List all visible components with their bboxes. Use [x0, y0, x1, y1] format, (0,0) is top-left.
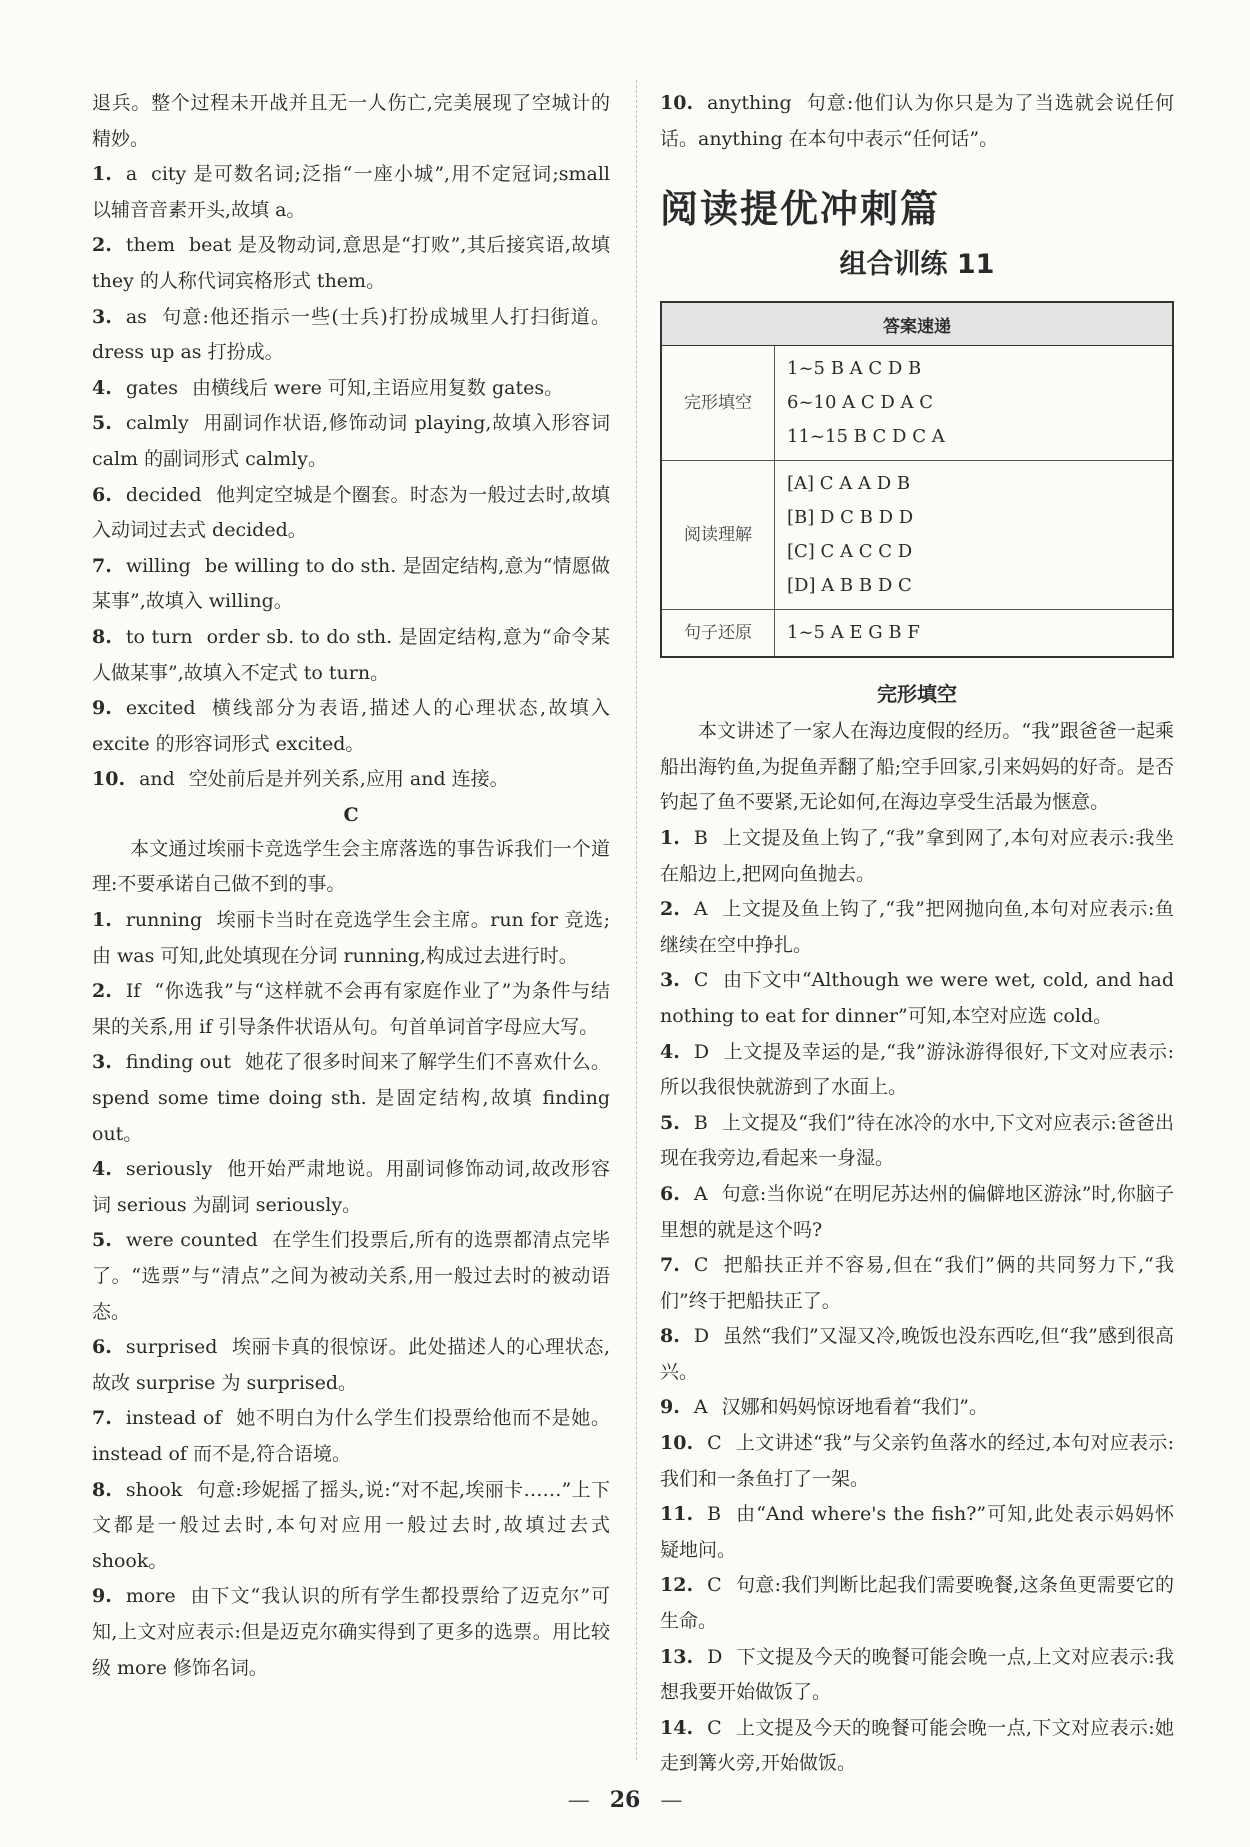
unit-title: 组合训练 11 — [839, 249, 995, 281]
answer-item — [92, 300, 610, 371]
item-explanation: 上文提及鱼上钩了,“我”把网抛向鱼,本句对应表示:鱼继续在空中挣扎。 — [660, 898, 1174, 956]
answer-table-row — [661, 610, 1173, 658]
answer-item — [660, 821, 1174, 892]
item-explanation: 汉娜和妈妈惊讶地看着“我们”。 — [721, 1396, 989, 1419]
item-explanation: 空处前后是并列关系,应用 and 连接。 — [188, 768, 509, 791]
item-answer: seriously — [125, 1158, 213, 1181]
item-explanation: 句意:当你说“在明尼苏达州的偏僻地区游泳”时,你脑子里想的就是这个吗? — [660, 1182, 1174, 1241]
item-number: 3. — [92, 1051, 112, 1074]
item-answer: excited — [125, 697, 196, 720]
item-number: 9. — [92, 1585, 112, 1608]
item-answer: a — [125, 163, 138, 186]
item-answer: decided — [125, 483, 202, 506]
item-answer: C — [693, 969, 709, 992]
item-answer: as — [125, 305, 147, 328]
item-answer: willing — [125, 554, 191, 577]
item-number: 5. — [660, 1111, 680, 1134]
item-number: 9. — [660, 1396, 680, 1419]
item-explanation: 上文提及今天的晚餐可能会晚一点,下文对应表示:她走到篝火旁,开始做饭。 — [660, 1716, 1174, 1775]
answer-group: 1~5 A E G B F — [787, 622, 920, 644]
answer-item — [92, 1152, 610, 1223]
item-number: 12. — [660, 1574, 694, 1597]
part-title: 阅读提优冲刺篇 — [660, 187, 941, 232]
item-answer: anything — [707, 92, 792, 114]
item-explanation: 在学生们投票后,所有的选票都清点完毕了。“选票”与“清点”之间为被动关系,用一般过去时的被动语态。 — [92, 1229, 610, 1323]
answer-item — [92, 406, 610, 477]
answer-item — [92, 1330, 610, 1401]
item-number: 11. — [660, 1503, 694, 1526]
item-answer: gates — [125, 376, 178, 399]
answer-table-header: 答案速递 — [661, 302, 1173, 346]
item-answer: surprised — [125, 1336, 218, 1359]
answer-group: [B] D C B D D — [787, 507, 914, 529]
answer-item — [660, 1568, 1174, 1639]
item-explanation: 上文提及“我们”待在冰冷的水中,下文对应表示:爸爸出现在我旁边,看起来一身湿。 — [660, 1111, 1174, 1170]
item-explanation: 由“And where's the fish?”可知,此处表示妈妈怀疑地问。 — [660, 1503, 1174, 1561]
item-answer: instead of — [125, 1407, 222, 1430]
answer-group: 1~5 B A C D B — [787, 358, 922, 380]
item-explanation: 句意:他还指示一些(士兵)打扮成城里人打扫街道。dress up as 打扮成。 — [92, 305, 610, 364]
answer-table-values — [775, 346, 1174, 461]
answer-table-values — [775, 610, 1174, 658]
item-number: 6. — [660, 1182, 680, 1205]
item-answer: C — [707, 1432, 722, 1455]
answer-group: [C] C A C C D — [787, 541, 913, 563]
item-number: 8. — [92, 1478, 112, 1501]
answer-item — [92, 1473, 610, 1580]
item-number: 2. — [92, 980, 112, 1003]
item-number: 2. — [92, 234, 112, 257]
item-explanation: 她不明白为什么学生们投票给他而不是她。instead of 而不是,符合语境。 — [92, 1407, 610, 1465]
item-answer: B — [693, 826, 708, 849]
item-explanation: 由下文中“Although we were wet, cold, and had nothing to eat for dinner”可知,本空对应选 cold。 — [660, 969, 1174, 1027]
answer-item — [660, 1640, 1174, 1711]
item-answer: B — [707, 1503, 722, 1526]
left-column — [92, 86, 610, 1686]
answer-item — [92, 620, 610, 691]
column-divider — [636, 80, 637, 1760]
item-explanation: beat 是及物动词,意思是“打败”,其后接宾语,故填 they 的人称代词宾格形式 them。 — [92, 234, 610, 292]
answer-item — [92, 1401, 610, 1472]
answer-group: 6~10 A C D A C — [787, 392, 934, 414]
answer-item — [660, 1106, 1174, 1177]
item-explanation: 他判定空城是个圈套。时态为一般过去时,故填入动词过去式 decided。 — [92, 483, 610, 542]
item-explanation: 上文讲述“我”与父亲钓鱼落水的经过,本句对应表示:我们和一条鱼打了一架。 — [660, 1432, 1174, 1490]
answer-item — [660, 1390, 1174, 1426]
item-explanation: be willing to do sth. 是固定结构,意为“情愿做某事”,故填入 willing。 — [92, 554, 610, 613]
item-explanation: 埃丽卡当时在竞选学生会主席。run for 竞选;由 was 可知,此处填现在分词 running,构成过去进行时。 — [92, 909, 610, 967]
answer-table-label: 阅读理解 — [661, 461, 775, 610]
item-number: 4. — [92, 376, 112, 399]
item-number: 1. — [92, 909, 112, 932]
section-b-answers — [92, 157, 610, 798]
right-column — [660, 86, 1174, 1782]
item-number: 8. — [660, 1325, 680, 1348]
item-number: 6. — [92, 483, 112, 506]
item-number: 1. — [92, 163, 112, 186]
item-explanation: 虽然“我们”又湿又冷,晚饭也没东西吃,但“我”感到很高兴。 — [660, 1325, 1174, 1383]
item-answer: If — [125, 980, 141, 1003]
item-answer: B — [693, 1111, 708, 1134]
item-explanation: 上文提及鱼上钩了,“我”拿到网了,本句对应表示:我坐在船边上,把网向鱼抛去。 — [660, 826, 1174, 885]
answer-item — [92, 1579, 610, 1686]
answer-table — [660, 301, 1174, 658]
item-number: 8. — [92, 625, 112, 648]
item-explanation: “你选我”与“这样就不会再有家庭作业了”为条件与结果的关系,用 if 引导条件状语从句。句首单词首字母应大写。 — [92, 980, 610, 1038]
item-explanation: 她花了很多时间来了解学生们不喜欢什么。spend some time doing sth. 是固定结构,故填 finding out。 — [92, 1051, 610, 1145]
answer-item — [92, 549, 610, 620]
item-number: 7. — [92, 1407, 112, 1430]
item-number: 10. — [660, 92, 694, 114]
answer-group: 11~15 B C D C A — [787, 426, 945, 448]
item-explanation: 句意:珍妮摇了摇头,说:“对不起,埃丽卡……”上下文都是一般过去时,本句对应用一般过去时,故填过去式 shook。 — [92, 1478, 610, 1572]
item-answer: C — [693, 1254, 709, 1277]
item-number: 1. — [660, 826, 680, 849]
item-answer: A — [693, 1396, 708, 1419]
item-answer: shook — [125, 1478, 183, 1501]
answer-item — [660, 86, 1174, 157]
item-answer: calmly — [125, 412, 189, 435]
answer-item — [660, 1711, 1174, 1782]
item-number: 10. — [660, 1432, 694, 1455]
item-answer: them — [125, 234, 175, 257]
answer-table-label: 完形填空 — [661, 346, 775, 461]
item-number: 5. — [92, 1229, 112, 1252]
cloze-heading: 完形填空 — [877, 682, 957, 707]
item-answer: C — [707, 1574, 722, 1597]
item-answer: D — [693, 1040, 710, 1063]
item-explanation: 把船扶正并不容易,但在“我们”俩的共同努力下,“我们”终于把船扶正了。 — [660, 1254, 1174, 1312]
item-answer: A — [693, 1182, 708, 1205]
item-answer: A — [693, 898, 708, 921]
section-c-letter: C — [343, 803, 359, 826]
item-answer: were counted — [125, 1229, 258, 1252]
item-explanation: 句意:我们判断比起我们需要晚餐,这条鱼更需要它的生命。 — [660, 1574, 1174, 1633]
item-answer: to turn — [125, 625, 193, 648]
answer-item — [92, 974, 610, 1045]
footer-dash-left: — — [567, 1788, 590, 1813]
answer-item — [92, 228, 610, 299]
item-number: 10. — [92, 768, 126, 791]
answer-item — [660, 1319, 1174, 1390]
answer-item — [92, 157, 610, 228]
continuation-text: 退兵。整个过程未开战并且无一人伤亡,完美展现了空城计的精妙。 — [92, 92, 610, 150]
item-explanation: 横线部分为表语,描述人的心理状态,故填入 excite 的形容词形式 excited。 — [92, 697, 610, 755]
answer-table-label: 句子还原 — [661, 610, 775, 658]
answer-group: [D] A B B D C — [787, 575, 912, 597]
item-number: 14. — [660, 1716, 694, 1739]
item-explanation: 埃丽卡真的很惊讶。此处描述人的心理状态,故改 surprise 为 surprised。 — [92, 1336, 610, 1394]
answer-item — [660, 1248, 1174, 1319]
item-number: 6. — [92, 1336, 112, 1359]
item-answer: finding out — [125, 1051, 231, 1074]
item-number: 3. — [660, 969, 680, 992]
answer-item — [660, 1035, 1174, 1106]
item-number: 2. — [660, 898, 680, 921]
answer-item — [660, 892, 1174, 963]
item-explanation: 由下文“我认识的所有学生都投票给了迈克尔”可知,上文对应表示:但是迈克尔确实得到了更多的选票。用比较级 more 修饰名词。 — [92, 1585, 610, 1679]
cloze-intro: 本文讲述了一家人在海边度假的经历。“我”跟爸爸一起乘船出海钓鱼,为捉鱼弄翻了船;空手回家,引来妈妈的好奇。是否钓起了鱼不要紧,无论如何,在海边享受生活最为惬意。 — [660, 720, 1174, 814]
item-number: 9. — [92, 697, 112, 720]
answer-item — [92, 691, 610, 762]
item-explanation: 由横线后 were 可知,主语应用复数 gates。 — [191, 376, 564, 399]
answer-item — [92, 762, 610, 798]
answer-table-values — [775, 461, 1174, 610]
answer-item — [660, 1497, 1174, 1568]
item-explanation: city 是可数名词;泛指“一座小城”,用不定冠词;small 以辅音音素开头,故填 a。 — [92, 163, 610, 221]
cloze-answers — [660, 821, 1174, 1782]
item-answer: D — [707, 1645, 723, 1668]
item-explanation: 下文提及今天的晚餐可能会晚一点,上文对应表示:我想我要开始做饭了。 — [660, 1645, 1174, 1704]
answer-item — [92, 371, 610, 407]
item-number: 7. — [660, 1254, 680, 1277]
answer-item — [92, 1045, 610, 1152]
item-explanation: 句意:他们认为你只是为了当选就会说任何话。anything 在本句中表示“任何话”。 — [660, 92, 1174, 150]
answer-table-row — [661, 461, 1173, 610]
answer-item — [92, 903, 610, 974]
item-number: 4. — [660, 1040, 680, 1063]
answer-item — [660, 1177, 1174, 1248]
item-number: 13. — [660, 1645, 694, 1668]
item-answer: running — [125, 909, 203, 932]
footer-dash-right: — — [660, 1788, 683, 1813]
item-number: 5. — [92, 412, 112, 435]
item-number: 3. — [92, 305, 112, 328]
item-explanation: 上文提及幸运的是,“我”游泳游得很好,下文对应表示:所以我很快就游到了水面上。 — [660, 1040, 1174, 1099]
item-answer: D — [693, 1325, 710, 1348]
page-footer — [0, 1787, 1250, 1813]
item-answer: more — [125, 1585, 176, 1608]
answer-table-row — [661, 346, 1173, 461]
answer-item — [660, 1426, 1174, 1497]
item-number: 7. — [92, 554, 112, 577]
section-c-intro: 本文通过埃丽卡竞选学生会主席落选的事告诉我们一个道理:不要承诺自己做不到的事。 — [92, 837, 610, 896]
answer-item — [92, 1223, 610, 1330]
item-answer: C — [707, 1716, 722, 1739]
item-explanation: 用副词作状语,修饰动词 playing,故填入形容词 calm 的副词形式 calmly。 — [92, 412, 610, 470]
item-explanation: order sb. to do sth. 是固定结构,意为“命令某人做某事”,故填入不定式 to turn。 — [92, 625, 610, 684]
section-c-answers — [92, 903, 610, 1686]
answer-item — [92, 478, 610, 549]
page-number: 26 — [609, 1787, 641, 1813]
answer-item — [660, 963, 1174, 1034]
item-answer: and — [139, 768, 175, 791]
answer-group: [A] C A A D B — [787, 473, 911, 495]
item-number: 4. — [92, 1158, 112, 1181]
item-explanation: 他开始严肃地说。用副词修饰动词,故改形容词 serious 为副词 seriously。 — [92, 1158, 610, 1216]
